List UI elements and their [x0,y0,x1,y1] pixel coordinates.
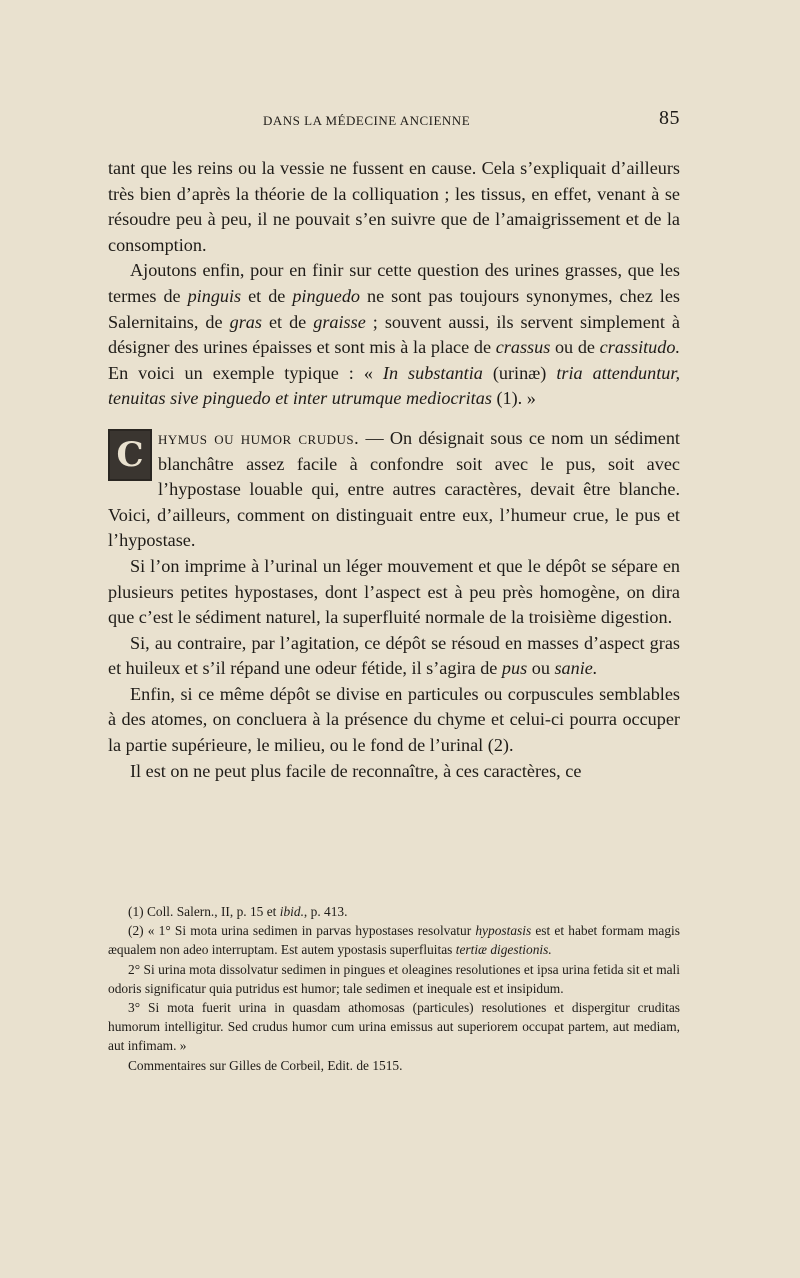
paragraph-6: Enfin, si ce même dépôt se divise en particules ou corpuscules semblables à des atomes, on concluera à la présence du chyme et celui-ci pourra occuper la partie supérieure, le milieu, ou le fond de l’urinal (2). [108,683,680,756]
footnote-1: (1) Coll. Salern., II, p. 15 et ibid., p. 413. [128,904,348,919]
paragraph-2: Ajoutons enfin, pour en finir sur cette question des urines grasses, que les termes de pinguis et de pinguedo ne sont pas toujours synonymes, chez les Salernitains, de gras et de graisse ; souvent aussi, ils servent simplement à désigner des urines épaisses et sont mis à la place de crassus ou de crassitudo. En voici un exemple typique : « In substantia (urinæ) tria attenduntur, tenuitas sive pinguedo et inter utrumque mediocritas (1). » [108,260,681,409]
paragraph-5: Si, au contraire, par l’agitation, ce dépôt se résoud en masses d’aspect gras et huileux et s’il répand une odeur fétide, il s’agira de pus ou sanie. [108,632,680,679]
paragraph-4: Si l’on imprime à l’urinal un léger mouvement et que le dépôt se sépare en plusieurs petites hypostases, dont l’aspect est à peu près homogène, on dira que c’est le sédiment naturel, la superfluité normale de la troisième digestion. [108,555,680,628]
main-text [108,156,680,784]
footnote-2-part-2: 2° Si urina mota dissolvatur sedimen in pingues et oleagines resolutiones et ipsa urina fetida sit et mali odoris significatur quia putridus est humor; tale sedimen et inequale est et insipidum. [108,961,680,996]
footnote-2: (2) « 1° Si mota urina sedimen in parvas hypostases resolvatur hypostasis est et habet formam magis æqualem non adeo interruptam. Est autem ypostasis superfluitas tertiæ digestionis. [108,923,680,958]
paragraph-chymus: C hymus ou humor crudus. — On désignait sous ce nom un sédiment blanchâtre assez facile à confondre soit avec le pus, soit avec l’hypostase louable qui, entre autres caractères, devait être blanche. Voici, d’ailleurs, comment on distinguait entre eux, l’humeur crue, le pus et l’hypostase. [108,427,680,551]
page-number: 85 [659,107,680,129]
ornamental-dropcap: C [108,429,152,481]
running-title: DANS LA MÉDECINE ANCIENNE [263,113,471,128]
footnote-2-part-3: 3° Si mota fuerit urina in quasdam athomosas (particules) resolutiones et dispergitur cruditas humorum intelligitur. Sed crudus humor cum urina emissus aut superiorem occupat partem, aut mediam, aut infimam. » [108,1000,680,1054]
paragraph-7: Il est on ne peut plus facile de reconnaître, à ces caractères, ce [130,760,582,781]
footnotes [108,902,680,1075]
footnote-source: Commentaires sur Gilles de Corbeil, Edit. de 1515. [128,1057,403,1073]
section-heading: hymus ou humor crudus. [158,427,360,448]
paragraph-1: tant que les reins ou la vessie ne fussent en cause. Cela s’expliquait d’ailleurs très bien d’après la théorie de la colliquation ; les tissus, en effet, venant à se résoudre peu à peu, il ne pouvait s’en suivre que de l’amaigrissement et de la consomption. [108,158,680,255]
